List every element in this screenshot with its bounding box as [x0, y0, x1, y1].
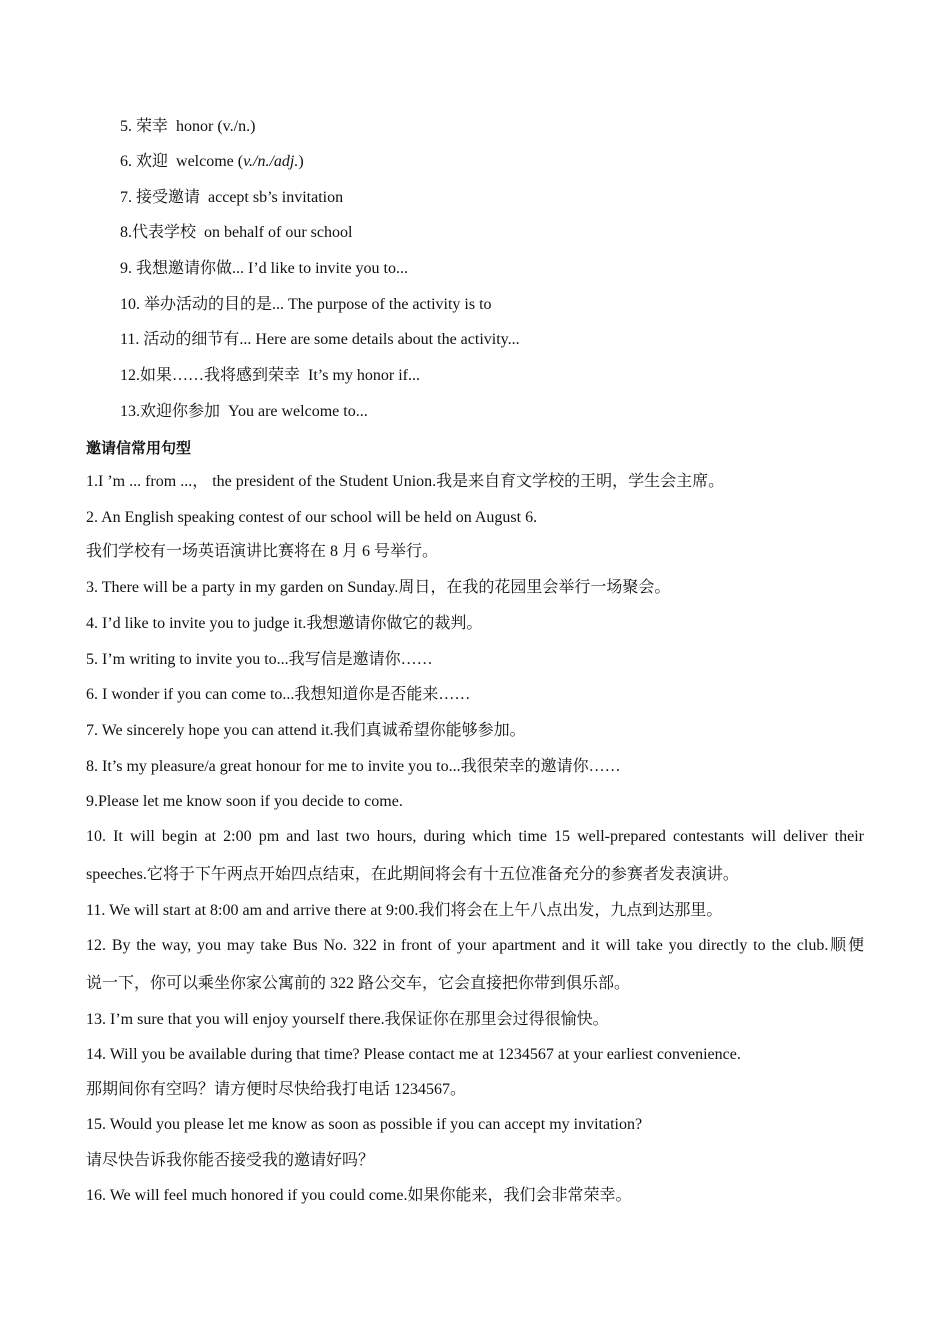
sentence-line: 6. I wonder if you can come to...我想知道你是否能来…… [86, 686, 471, 703]
phrase-item: 11. 活动的细节有... Here are some details about the activity... [120, 331, 520, 348]
phrase-item: 9. 我想邀请你做... I’d like to invite you to... [120, 260, 408, 277]
sentence-line: 那期间你有空吗？请方便时尽快给我打电话 1234567。 [86, 1081, 467, 1098]
phrase-item: 13.欢迎你参加 You are welcome to... [120, 403, 368, 420]
sentence-line: 请尽快告诉我你能否接受我的邀请好吗？ [86, 1152, 375, 1169]
sentence-line: 14. Will you be available during that time? Please contact me at 1234567 at your earliest convenience. [86, 1046, 741, 1063]
sentence-line: 12. By the way, you may take Bus No. 322 in front of your apartment and it will take you directly to the club.顺便 [86, 937, 864, 954]
sentence-line: speeches.它将于下午两点开始四点结束，在此期间将会有十五位准备充分的参赛者发表演讲。 [86, 866, 739, 883]
sentence-line: 2. An English speaking contest of our school will be held on August 6. [86, 509, 538, 526]
sentence-line: 15. Would you please let me know as soon as possible if you can accept my invitation? [86, 1116, 643, 1133]
sentence-line: 3. There will be a party in my garden on Sunday.周日，在我的花园里会举行一场聚会。 [86, 579, 671, 596]
phrase-item: 7. 接受邀请 accept sb’s invitation [120, 189, 344, 206]
sentence-line: 1.I ’m ... from ...， the president of the Student Union.我是来自育文学校的王明，学生会主席。 [86, 473, 725, 490]
sentence-line: 11. We will start at 8:00 am and arrive there at 9:00.我们将会在上午八点出发，九点到达那里。 [86, 902, 723, 919]
sentence-line: 13. I’m sure that you will enjoy yourself there.我保证你在那里会过得很愉快。 [86, 1011, 609, 1028]
sentence-line: 5. I’m writing to invite you to...我写信是邀请你…… [86, 651, 433, 668]
section-title: 邀请信常用句型 [86, 439, 192, 457]
phrase-item: 5. 荣幸 honor (v./n.) [120, 118, 256, 135]
sentence-line: 我们学校有一场英语演讲比赛将在 8 月 6 号举行。 [86, 543, 439, 560]
sentence-line: 10. It will begin at 2:00 pm and last two hours, during which time 15 well-prepared contestants will deliver their [86, 828, 864, 845]
sentence-line: 说一下，你可以乘坐你家公寓前的 322 路公交车，它会直接把你带到俱乐部。 [86, 975, 631, 992]
phrase-item: 10. 举办活动的目的是... The purpose of the activity is to [120, 296, 492, 313]
sentence-line: 4. I’d like to invite you to judge it.我想邀请你做它的裁判。 [86, 615, 483, 632]
sentence-line: 16. We will feel much honored if you could come.如果你能来，我们会非常荣幸。 [86, 1187, 632, 1204]
phrase-item: 8.代表学校 on behalf of our school [120, 224, 353, 241]
sentence-line: 9.Please let me know soon if you decide to come. [86, 793, 403, 810]
sentence-line: 7. We sincerely hope you can attend it.我们真诚希望你能够参加。 [86, 722, 526, 739]
sentence-line: 8. It’s my pleasure/a great honour for me to invite you to...我很荣幸的邀请你…… [86, 758, 621, 775]
phrase-item: 12.如果……我将感到荣幸 It’s my honor if... [120, 367, 421, 384]
phrase-item: 6. 欢迎 welcome (v./n./adj.) [120, 153, 304, 170]
